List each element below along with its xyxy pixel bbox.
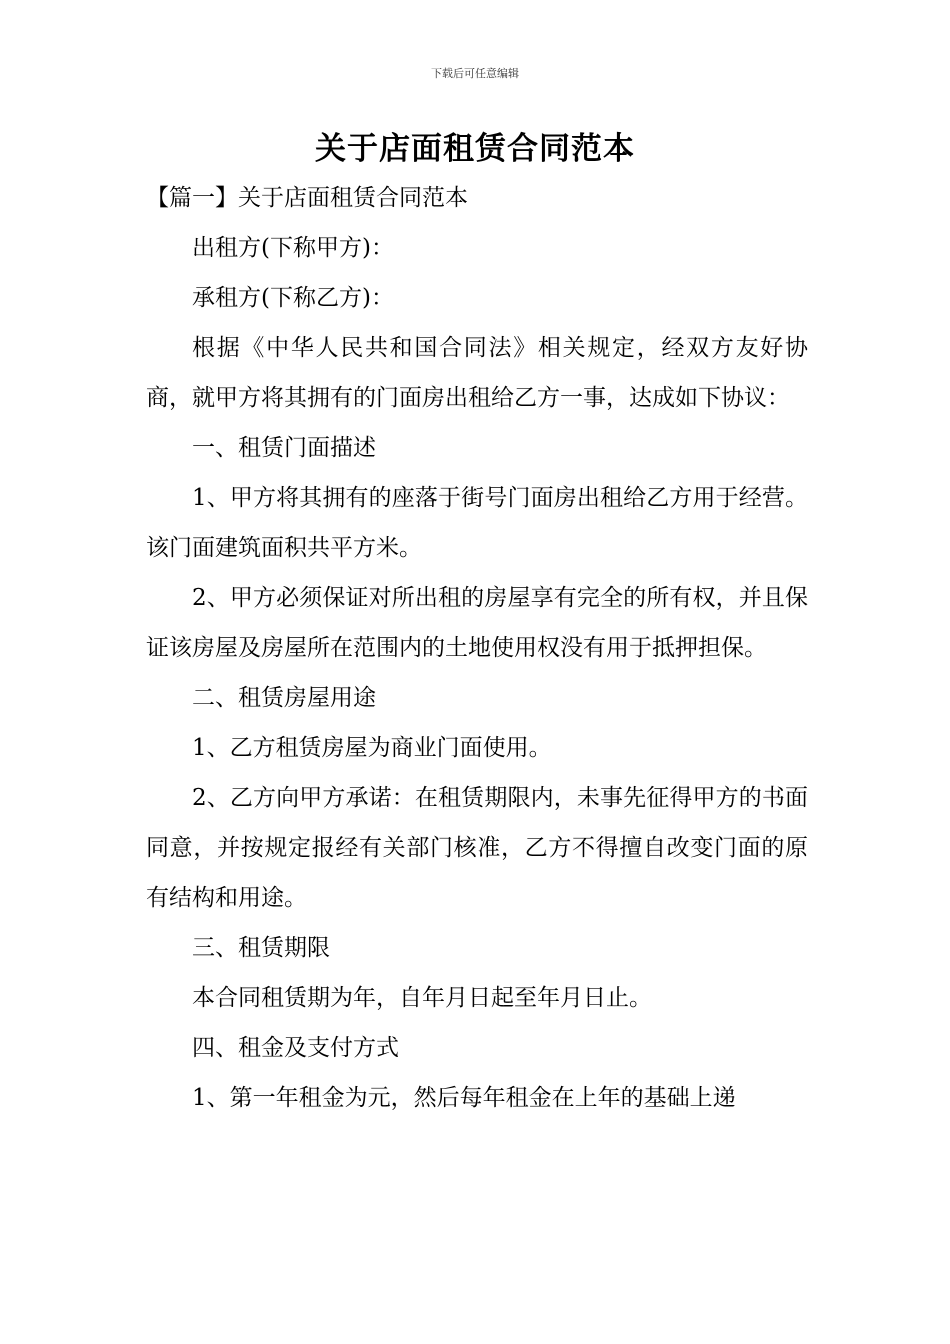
clause-2-2: 2、乙方向甲方承诺：在租赁期限内，未事先征得甲方的书面同意，并按规定报经有关部门核准，乙方不得擅自改变门面的原有结构和用途。 bbox=[146, 785, 808, 911]
preamble-paragraph: 根据《中华人民共和国合同法》相关规定，经双方友好协商，就甲方将其拥有的门面房出租给乙方一事，达成如下协议： bbox=[146, 335, 808, 411]
clause-1-2: 2、甲方必须保证对所出租的房屋享有完全的所有权，并且保证该房屋及房屋所在范围内的土地使用权没有用于抵押担保。 bbox=[146, 585, 808, 661]
lessee-line: 承租方(下称乙方)： bbox=[192, 285, 394, 311]
clause-heading-2: 二、租赁房屋用途 bbox=[192, 685, 376, 711]
lessor-line: 出租方(下称甲方)： bbox=[192, 235, 394, 261]
section-heading: 【篇一】关于店面租赁合同范本 bbox=[146, 185, 468, 211]
clause-2-1: 1、乙方租赁房屋为商业门面使用。 bbox=[192, 735, 552, 761]
clause-heading-4: 四、租金及支付方式 bbox=[192, 1035, 399, 1061]
clause-4-1: 1、第一年租金为元，然后每年租金在上年的基础上递 bbox=[192, 1085, 736, 1111]
clause-heading-3: 三、租赁期限 bbox=[192, 935, 330, 961]
clause-1-1: 1、甲方将其拥有的座落于街号门面房出租给乙方用于经营。该门面建筑面积共平方米。 bbox=[146, 485, 808, 561]
clause-3-text: 本合同租赁期为年，自年月日起至年月日止。 bbox=[192, 985, 652, 1011]
header-note: 下载后可任意编辑 bbox=[431, 67, 519, 80]
clause-heading-1: 一、租赁门面描述 bbox=[192, 435, 376, 461]
document-title: 关于店面租赁合同范本 bbox=[315, 131, 635, 167]
document-body bbox=[146, 173, 808, 1123]
